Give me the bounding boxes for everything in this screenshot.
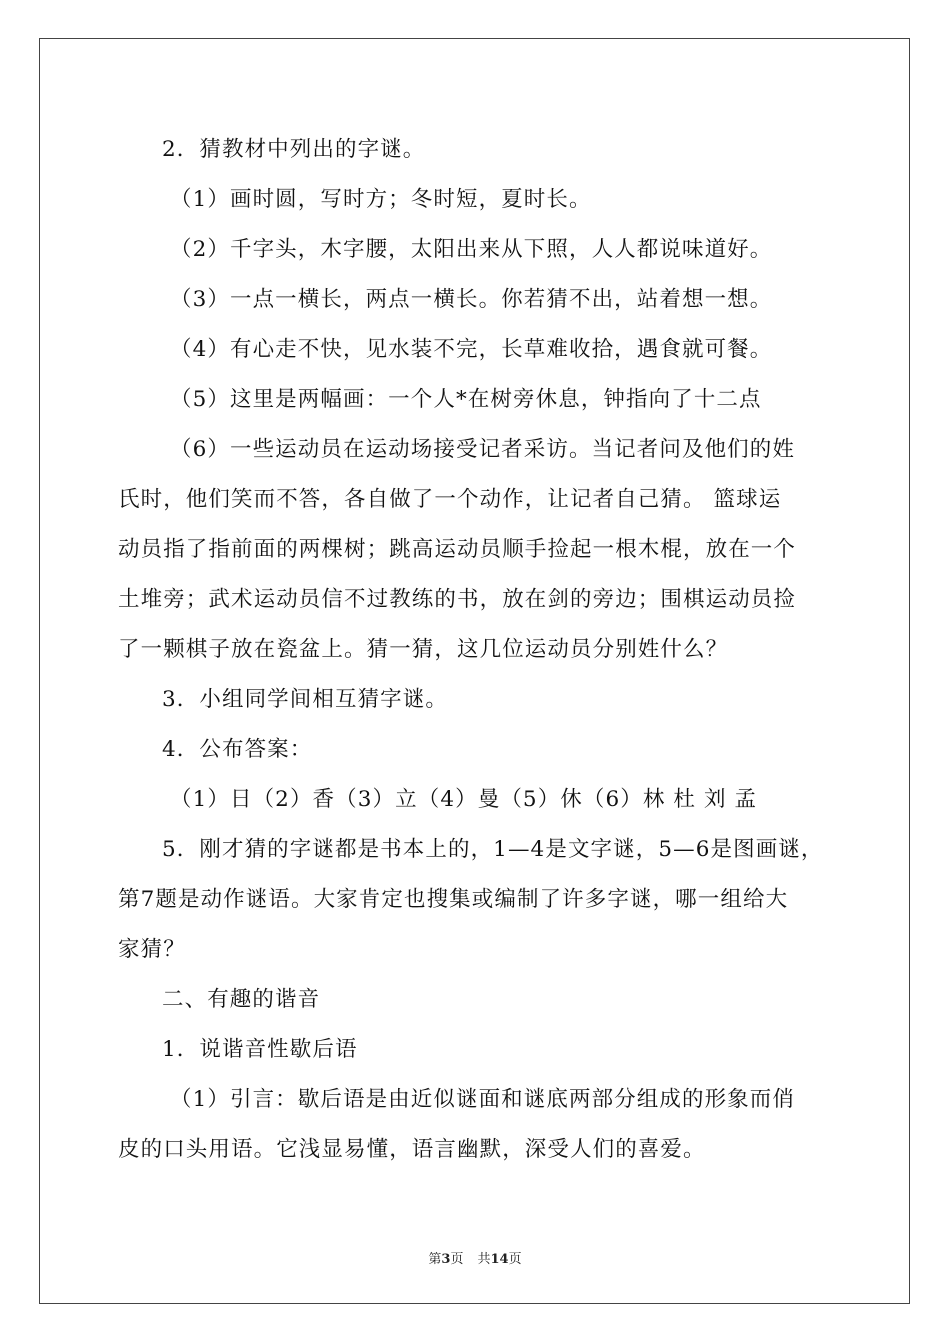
- text-line: 1．说谐音性歇后语: [162, 1037, 358, 1062]
- text-line: （3）一点一横长，两点一横长。你若猜不出，站着想一想。: [170, 287, 773, 312]
- page-suffix: 页: [450, 1252, 464, 1267]
- total-suffix: 页: [508, 1252, 522, 1267]
- page-prefix: 第: [428, 1252, 442, 1267]
- text-line: （6）一些运动员在运动场接受记者采访。当记者问及他们的姓: [170, 437, 795, 462]
- text-line: 2．猜教材中列出的字谜。: [162, 137, 426, 162]
- text-line: 二、有趣的谐音: [162, 987, 321, 1012]
- text-line: （1）画时圆，写时方；冬时短，夏时长。: [170, 187, 592, 212]
- text-line: （1）引言：歇后语是由近似谜面和谜底两部分组成的形象而俏: [170, 1087, 795, 1112]
- total-pages: 14: [490, 1252, 509, 1267]
- text-line: 第7题是动作谜语。大家肯定也搜集或编制了许多字谜，哪一组给大: [118, 887, 789, 912]
- page-number: 3: [441, 1252, 451, 1267]
- text-line: 4．公布答案：: [162, 737, 313, 762]
- text-line: 土堆旁；武术运动员信不过教练的书，放在剑的旁边；围棋运动员捡: [118, 587, 797, 612]
- document-body: [118, 125, 838, 1175]
- text-line: 了一颗棋子放在瓷盆上。猜一猜，这几位运动员分别姓什么？: [118, 637, 729, 662]
- text-line: （5）这里是两幅画：一个人*在树旁休息，钟指向了十二点: [170, 387, 762, 412]
- text-line: 氏时，他们笑而不答，各自做了一个动作，让记者自己猜。 篮球运: [118, 487, 782, 512]
- text-line: （4）有心走不快，见水装不完，长草难收拾，遇食就可餐。: [170, 337, 773, 362]
- text-line: 家猜？: [118, 937, 186, 962]
- page-footer: [0, 1248, 950, 1267]
- text-line: （2）千字头，木字腰，太阳出来从下照，人人都说味道好。: [170, 237, 773, 262]
- text-line: （1）日（2）香（3）立（4）曼（5）休（6）林 杜 刘 孟: [170, 787, 758, 812]
- text-line: 动员指了指前面的两棵树；跳高运动员顺手捡起一根木棍，放在一个: [118, 537, 797, 562]
- text-line: 皮的口头用语。它浅显易懂，语言幽默，深受人们的喜爱。: [118, 1137, 706, 1162]
- total-prefix: 共: [477, 1252, 491, 1267]
- text-line: 3．小组同学间相互猜字谜。: [162, 687, 448, 712]
- text-line: 5．刚才猜的字谜都是书本上的，1—4是文字谜，5—6是图画谜，: [162, 837, 824, 862]
